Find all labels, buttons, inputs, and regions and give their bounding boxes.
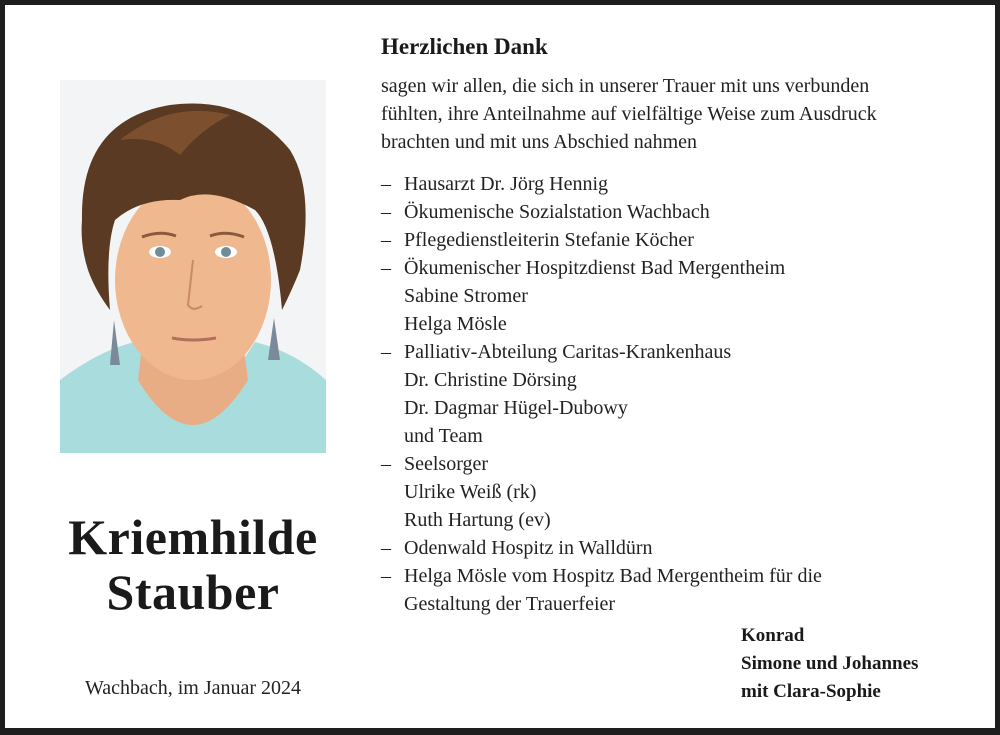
dash-bullet-icon: – xyxy=(381,201,391,223)
thanks-line: Pflegedienstleiterin Stefanie Köcher xyxy=(404,229,694,251)
thanks-line: und Team xyxy=(404,425,483,447)
dash-bullet-icon: – xyxy=(381,173,391,195)
deceased-last-name: Stauber xyxy=(106,564,280,620)
thanks-list xyxy=(381,170,981,618)
thanks-line: Palliativ-Abteilung Caritas-Krankenhaus xyxy=(404,341,732,363)
thanks-line: Dr. Dagmar Hügel-Dubowy xyxy=(404,397,628,419)
thanks-item xyxy=(381,534,981,562)
place-and-date: Wachbach, im Januar 2024 xyxy=(84,677,302,699)
dash-bullet-icon: – xyxy=(381,453,391,475)
intro-line: sagen wir allen, die sich in unserer Trauer mit uns verbunden xyxy=(381,75,870,97)
portrait-photo xyxy=(60,80,326,453)
signature-line: Simone und Johannes xyxy=(741,653,919,674)
thanks-item xyxy=(381,226,981,254)
intro-text xyxy=(381,72,981,156)
thanks-line: Helga Mösle xyxy=(404,313,507,335)
thanks-line: Seelsorger xyxy=(404,453,489,475)
thanks-item xyxy=(381,450,981,534)
thanks-line: Dr. Christine Dörsing xyxy=(404,369,577,391)
thanks-line: Odenwald Hospitz in Walldürn xyxy=(404,537,653,559)
thanks-line: Ruth Hartung (ev) xyxy=(404,509,551,531)
thanks-item xyxy=(381,198,981,226)
thanks-line: Hausarzt Dr. Jörg Hennig xyxy=(404,173,609,195)
dash-bullet-icon: – xyxy=(381,229,391,251)
signature-line: mit Clara-Sophie xyxy=(741,681,881,702)
thanks-item xyxy=(381,338,981,450)
thanks-line: Ulrike Weiß (rk) xyxy=(404,481,537,503)
thanks-line: Sabine Stromer xyxy=(404,285,528,307)
portrait-photo-icon xyxy=(60,80,326,453)
intro-line: fühlten, ihre Anteilnahme auf vielfältige Weise zum Ausdruck xyxy=(381,103,877,125)
thanks-line: Helga Mösle vom Hospitz Bad Mergentheim für die xyxy=(404,565,822,587)
dash-bullet-icon: – xyxy=(381,341,391,363)
notice-heading: Herzlichen Dank xyxy=(381,34,548,59)
thanks-item xyxy=(381,254,981,338)
signatures xyxy=(741,622,918,706)
thanks-line: Gestaltung der Trauerfeier xyxy=(404,593,616,615)
thanks-line: Ökumenische Sozialstation Wachbach xyxy=(404,201,710,223)
thanks-line: Ökumenischer Hospitzdienst Bad Mergentheim xyxy=(404,257,786,279)
dash-bullet-icon: – xyxy=(381,565,391,587)
deceased-name xyxy=(40,510,346,620)
dash-bullet-icon: – xyxy=(381,537,391,559)
thanks-item xyxy=(381,562,981,618)
signature-line: Konrad xyxy=(741,625,805,646)
dash-bullet-icon: – xyxy=(381,257,391,279)
deceased-first-name: Kriemhilde xyxy=(68,509,318,565)
intro-line: brachten und mit uns Abschied nahmen xyxy=(381,131,698,153)
thanks-item xyxy=(381,170,981,198)
